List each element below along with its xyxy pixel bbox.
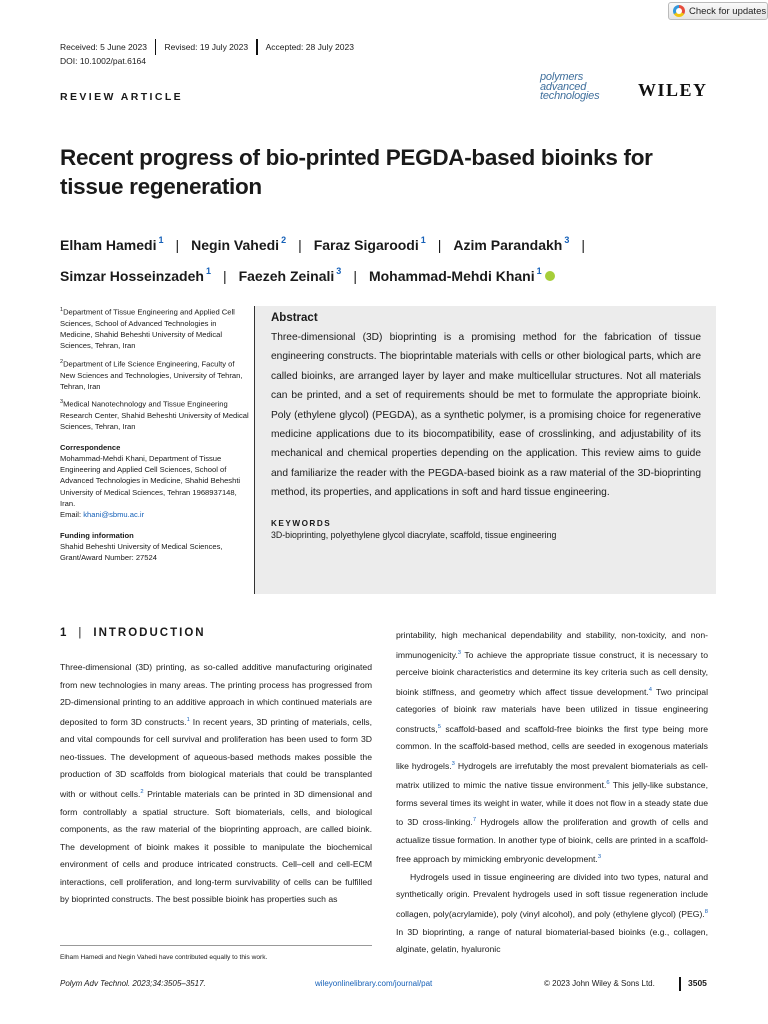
divider xyxy=(155,39,157,55)
text-run: This jelly-like substance, forms several times its weight in water, while it does not flow in a steady state due to 3D cross-linking. xyxy=(396,780,708,828)
orcid-icon[interactable] xyxy=(545,271,555,281)
author-list xyxy=(60,227,740,289)
text-run: printability, high mechanical dependability and stability, non-toxicity, and non-immunogenicity. xyxy=(396,630,708,660)
text-run: Hydrogels used in tissue engineering are divided into two types, natural and synthetically origin. Prevalent hydrogels used in soft tissue regeneration include collagen, poly(acrylamide), poly (vinyl alcohol), and poly (ethylene glycol) (PEG). xyxy=(396,871,708,919)
keywords: 3D-bioprinting, polyethylene glycol diacrylate, scaffold, tissue engineering xyxy=(271,529,557,540)
divider xyxy=(679,977,681,991)
abstract-text: Three-dimensional (3D) bioprinting is a promising method for the fabrication of tissue engineering constructs. The bioprintable materials with cells or other biological parts, which are called bioinks, are arranged layer by layer and make multicellular structures. Not all materials can be printed, and a set of requirements should be met to formulate the appropriate bioink. Poly (ethylene glycol) (PEGDA), as a synthetic polymer, is a promising choice for regenerative medicine applications due to its biocompatibility, ease of crosslinking, and adjustability of its mechanical and chemical properties depending on the application. This review aims to guide and familiarize the reader with the PEGDA-based bioink as a raw material of the 3D-bioprinting method, its properties, and applications in soft and hard tissue engineering. xyxy=(271,332,701,499)
correspondence-text: Mohammad-Mehdi Khani, Department of Tissue Engineering and Applied Cell Sciences, School of Advanced Technologies in Medicine, Shahid Beheshti University of Medical Sciences, Tehran 1968937148, Iran. Email: khani@sbmu.ac.ir xyxy=(60,453,241,520)
author-line: Elham Hamedi $^1$ | Negin Vahedi $^2$ | Faraz Sigaroodi $^1$ | Azim Parandakh $^3$ | xyxy=(60,235,585,253)
affiliation: $^2$Department of Life Science Engineering, Faculty of New Sciences and Technologies, University of Tehran, Tehran, Iran xyxy=(60,358,243,391)
text-run: In recent years, 3D printing of materials, cells, and vital compounds for cell survival and proliferation has been used to form 3D neo-tissues. The development of aqueous-based methods makes possible the production of 3D scaffolds from biological materials that could be transplanted with or without cells. xyxy=(60,716,372,799)
author-line: Simzar Hosseinzadeh $^1$ | Faezeh Zeinali $^3$ | Mohammad-Mehdi Khani $^1$ xyxy=(60,258,740,289)
publisher-logo: WILEY xyxy=(638,80,708,100)
footnote: Elham Hamedi and Negin Vahedi have contributed equally to this work. xyxy=(60,954,268,961)
reference-link[interactable]: 3 xyxy=(457,649,461,656)
intro-right-column xyxy=(396,627,708,959)
section-heading: 1 | INTRODUCTION xyxy=(60,627,206,639)
author[interactable]: Mohammad-Mehdi Khani $^1$ xyxy=(368,266,542,284)
received-date: Received: 5 June 2023 xyxy=(60,42,147,52)
journal-logo xyxy=(540,73,630,102)
author[interactable]: Negin Vahedi $^2$ xyxy=(191,235,287,253)
revised-date: Revised: 19 July 2023 xyxy=(164,42,249,52)
footnote-divider xyxy=(60,945,372,946)
text-run: Hydrogels allow the proliferation and growth of cells and actualize tissue formation. In another type of bioink, cells are printed in a scaffold-free approach by mimicking embryonic development. xyxy=(396,817,708,865)
author[interactable]: Faezeh Zeinali $^3$ xyxy=(238,266,342,284)
affiliation: $^3$Medical Nanotechnology and Tissue Engineering Research Center, Shahid Beheshti University of Medical Sciences, Tehran, Iran xyxy=(60,399,249,432)
reference-link[interactable]: 6 xyxy=(606,780,610,787)
text-run: Hydrogels are irrefutably the most prevalent biomaterials as cell-matrix utilized to mimic the native tissue environment. xyxy=(396,760,708,791)
correspondence-heading: Correspondence xyxy=(60,442,121,452)
reference-link[interactable]: 7 xyxy=(472,817,477,824)
check-for-updates-button[interactable] xyxy=(668,2,768,20)
author[interactable]: Azim Parandakh $^3$ xyxy=(453,235,570,253)
reference-link[interactable]: 5 xyxy=(437,723,441,730)
divider xyxy=(256,39,258,55)
journal-logo-line: technologies xyxy=(540,90,600,102)
reference-link[interactable]: 1 xyxy=(186,716,190,723)
intro-left-column xyxy=(60,659,372,909)
author[interactable]: Elham Hamedi $^1$ xyxy=(60,235,164,253)
crossmark-icon xyxy=(673,5,685,17)
author[interactable]: Simzar Hosseinzadeh $^1$ xyxy=(60,266,211,284)
affiliations-sidebar xyxy=(60,305,250,569)
copyright: © 2023 John Wiley & Sons Ltd. xyxy=(544,979,655,988)
text-run: In 3D bioprinting, a range of natural biomaterial-based bioinks (e.g., collagen, alginate, gelatin, hyaluronic xyxy=(396,926,708,955)
reference-link[interactable]: 2 xyxy=(140,789,144,796)
article-dates xyxy=(60,39,354,55)
reference-link[interactable]: 3 xyxy=(597,854,602,861)
paragraph xyxy=(396,869,708,959)
article-title: Recent progress of bio-printed PEGDA-based bioinks for tissue regeneration xyxy=(60,145,653,199)
paragraph xyxy=(396,627,708,869)
author[interactable]: Faraz Sigaroodi $^1$ xyxy=(313,235,426,253)
abstract-box xyxy=(254,306,716,594)
journal-logo-line: polymers xyxy=(540,71,584,83)
journal-logo-line: advanced xyxy=(540,80,587,93)
check-for-updates-label: Check for updates xyxy=(689,5,767,17)
email-link[interactable]: khani@sbmu.ac.ir xyxy=(83,510,145,520)
abstract-heading: Abstract xyxy=(271,312,318,324)
page-number: 3505 xyxy=(688,978,707,988)
accepted-date: Accepted: 28 July 2023 xyxy=(265,42,354,52)
article-type: REVIEW ARTICLE xyxy=(60,91,184,103)
journal-url-link[interactable]: wileyonlinelibrary.com/journal/pat xyxy=(315,979,433,988)
text-run: To achieve the appropriate tissue construct, it is necessary to perceive bioink characteristics and determine its key criteria such as cell density, bioink stiffness, and geometry which affect tissue development. xyxy=(396,649,708,697)
text-run: Two principal categories of bioink raw materials have been utilized in tissue engineering constructs, xyxy=(396,686,708,734)
doi[interactable]: DOI: 10.1002/pat.6164 xyxy=(60,56,147,66)
text-run: scaffold-based and scaffold-free bioinks the first type being more common. In the scaffold-based method, cells are seeded in exogenous materials like hydrogels. xyxy=(396,723,708,771)
keywords-heading: KEYWORDS xyxy=(271,518,332,528)
affiliation: $^1$Department of Tissue Engineering and Applied Cell Sciences, School of Advanced Technologies in Medicine, Shahid Beheshti University of Medical Sciences, Tehran, Iran xyxy=(60,307,235,351)
text-run: Three-dimensional (3D) printing, as so-called additive manufacturing originated from new technologies in many areas. The printing process has progressed from 2D-dimensional printing to an additive approach in which continued materials are deposited to form 3D constructs. xyxy=(60,662,372,727)
citation: Polym Adv Technol. 2023;34:3505–3517. xyxy=(60,979,206,988)
funding-heading: Funding information xyxy=(60,530,134,540)
text-run: Printable materials can be printed in 3D dimensional and form controllably a spatial structure. Soft biomaterials, cells, and biological components, as the raw material of the bioprinting approach, are called bioink. The development of bioink makes it possible to manipulate the biochemical environment of cells and produce intricated constructs. Cell–cell and cell-ECM interactions, cell proliferation, and long-term survivability of cells can be fulfilled by bioprinted constructs. The best possible bioink has properties such as xyxy=(60,788,372,905)
reference-link[interactable]: 3 xyxy=(451,760,455,767)
paragraph xyxy=(60,659,372,909)
funding-text: Shahid Beheshti University of Medical Sciences, Grant/Award Number: 27524 xyxy=(60,541,223,563)
reference-link[interactable]: 4 xyxy=(648,686,653,693)
reference-link[interactable]: 8 xyxy=(704,909,708,916)
